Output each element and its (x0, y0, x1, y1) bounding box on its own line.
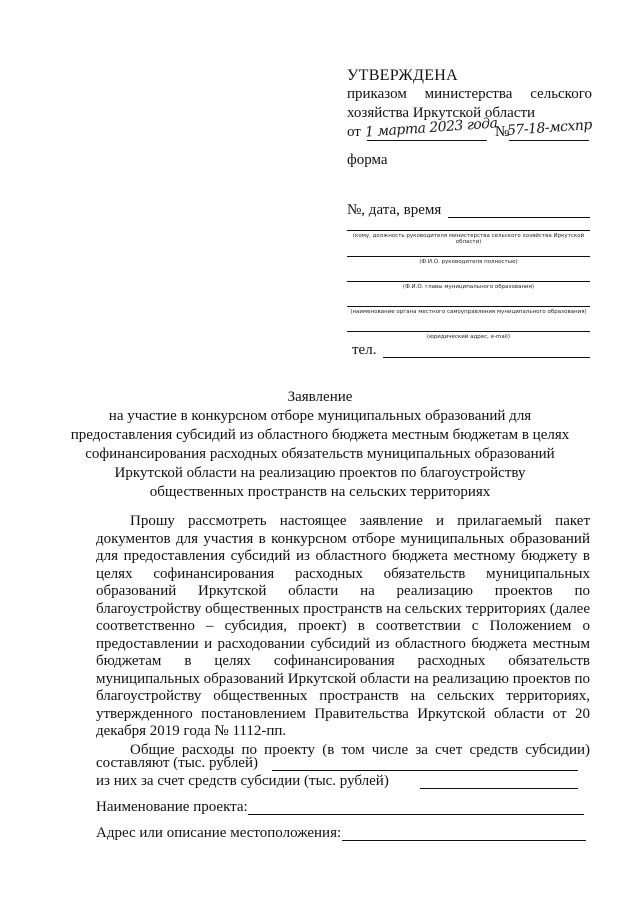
subsidy-cost-field[interactable] (420, 788, 578, 789)
subsidy-cost-label: из них за счет средств субсидии (тыс. рублей) (96, 773, 389, 789)
project-name-label: Наименование проекта: (96, 799, 248, 815)
statement-heading (70, 388, 570, 502)
org-field[interactable] (347, 306, 590, 307)
approval-from-label: от (347, 124, 361, 140)
approval-title: УТВЕРЖДЕНА (347, 67, 459, 84)
project-name-field[interactable] (248, 814, 584, 815)
approval-order-line (347, 115, 593, 145)
address-caption: (юридический адрес, e-mail) (427, 334, 510, 340)
statement-title: Заявление (287, 389, 353, 405)
number-underline (509, 140, 589, 141)
tel-field[interactable] (383, 357, 590, 358)
statement-paragraph-1: Прошу рассмотреть настоящее заявление и прилагаемый пакет документов для участия в конкурсном отборе муниципальных образований для предоставления субсидий из областного бюджета местному бюджету в целях софинансирования расходных обязательств муниципальных образований Иркутской области на реализацию проектов по благоустройству общественных пространств на сельских территориях (далее соответственно – субсидия, проект) в соответствии с Положением о предоставлении и расходовании субсидий из областного бюджета местным бюджетам в целях софинансирования расходных обязательств муниципальных образований Иркутской области на реализацию проектов по благоустройству общественных пространств на сельских территориях, утвержденного постановлением Правительства Иркутской области от 20 декабря 2019 года № 1112-пп. (96, 513, 590, 739)
location-label: Адрес или описание местоположения: (96, 825, 342, 841)
number-date-time-field[interactable] (448, 217, 590, 218)
statement-heading-line-4: Иркутской области на реализацию проектов по благоустройству (114, 465, 526, 481)
address-field[interactable] (347, 331, 590, 332)
form-label: форма (347, 152, 388, 168)
approval-block (347, 66, 592, 145)
date-underline (367, 140, 487, 141)
to-whom-caption: (кому, должность руководителя министерства сельского хозяйства Иркутской области) (352, 233, 585, 245)
statement-heading-line-3: софинансирования расходных обязательств муниципальных образований (85, 446, 555, 462)
mun-head-caption: (Ф.И.О. главы муниципального образования) (402, 284, 535, 290)
statement-heading-line-1: на участие в конкурсном отборе муниципальных образований для (108, 408, 532, 424)
head-name-caption: (Ф.И.О. руководителя полностью) (419, 259, 518, 265)
statement-body (96, 513, 590, 759)
number-date-time-label: №, дата, время (347, 202, 442, 218)
statement-paragraph-2: Общие расходы по проекту (в том числе за счет средств субсидии) (130, 741, 590, 758)
statement-heading-line-5: общественных пространств на сельских территориях (149, 484, 491, 500)
total-cost-label: составляют (тыс. рублей) (96, 755, 258, 771)
to-whom-field[interactable] (347, 230, 590, 231)
handwritten-date: 1 марта 2023 года (364, 115, 499, 141)
approval-line-2: хозяйства Иркутской области (347, 105, 536, 121)
statement-heading-line-2: предоставления субсидий из областного бюджета местным бюджетам в целях (70, 427, 570, 443)
approval-line-1: приказом министерства сельского (347, 86, 592, 102)
total-cost-field[interactable] (272, 770, 578, 771)
location-field[interactable] (342, 840, 586, 841)
tel-label: тел. (352, 342, 377, 358)
org-caption: (наименование органа местного самоуправления муниципального образования) (350, 309, 587, 315)
approval-number-label: № (495, 124, 510, 140)
handwritten-number: 57-18-мсхпр (506, 117, 593, 139)
head-name-field[interactable] (347, 256, 590, 257)
mun-head-field[interactable] (347, 281, 590, 282)
